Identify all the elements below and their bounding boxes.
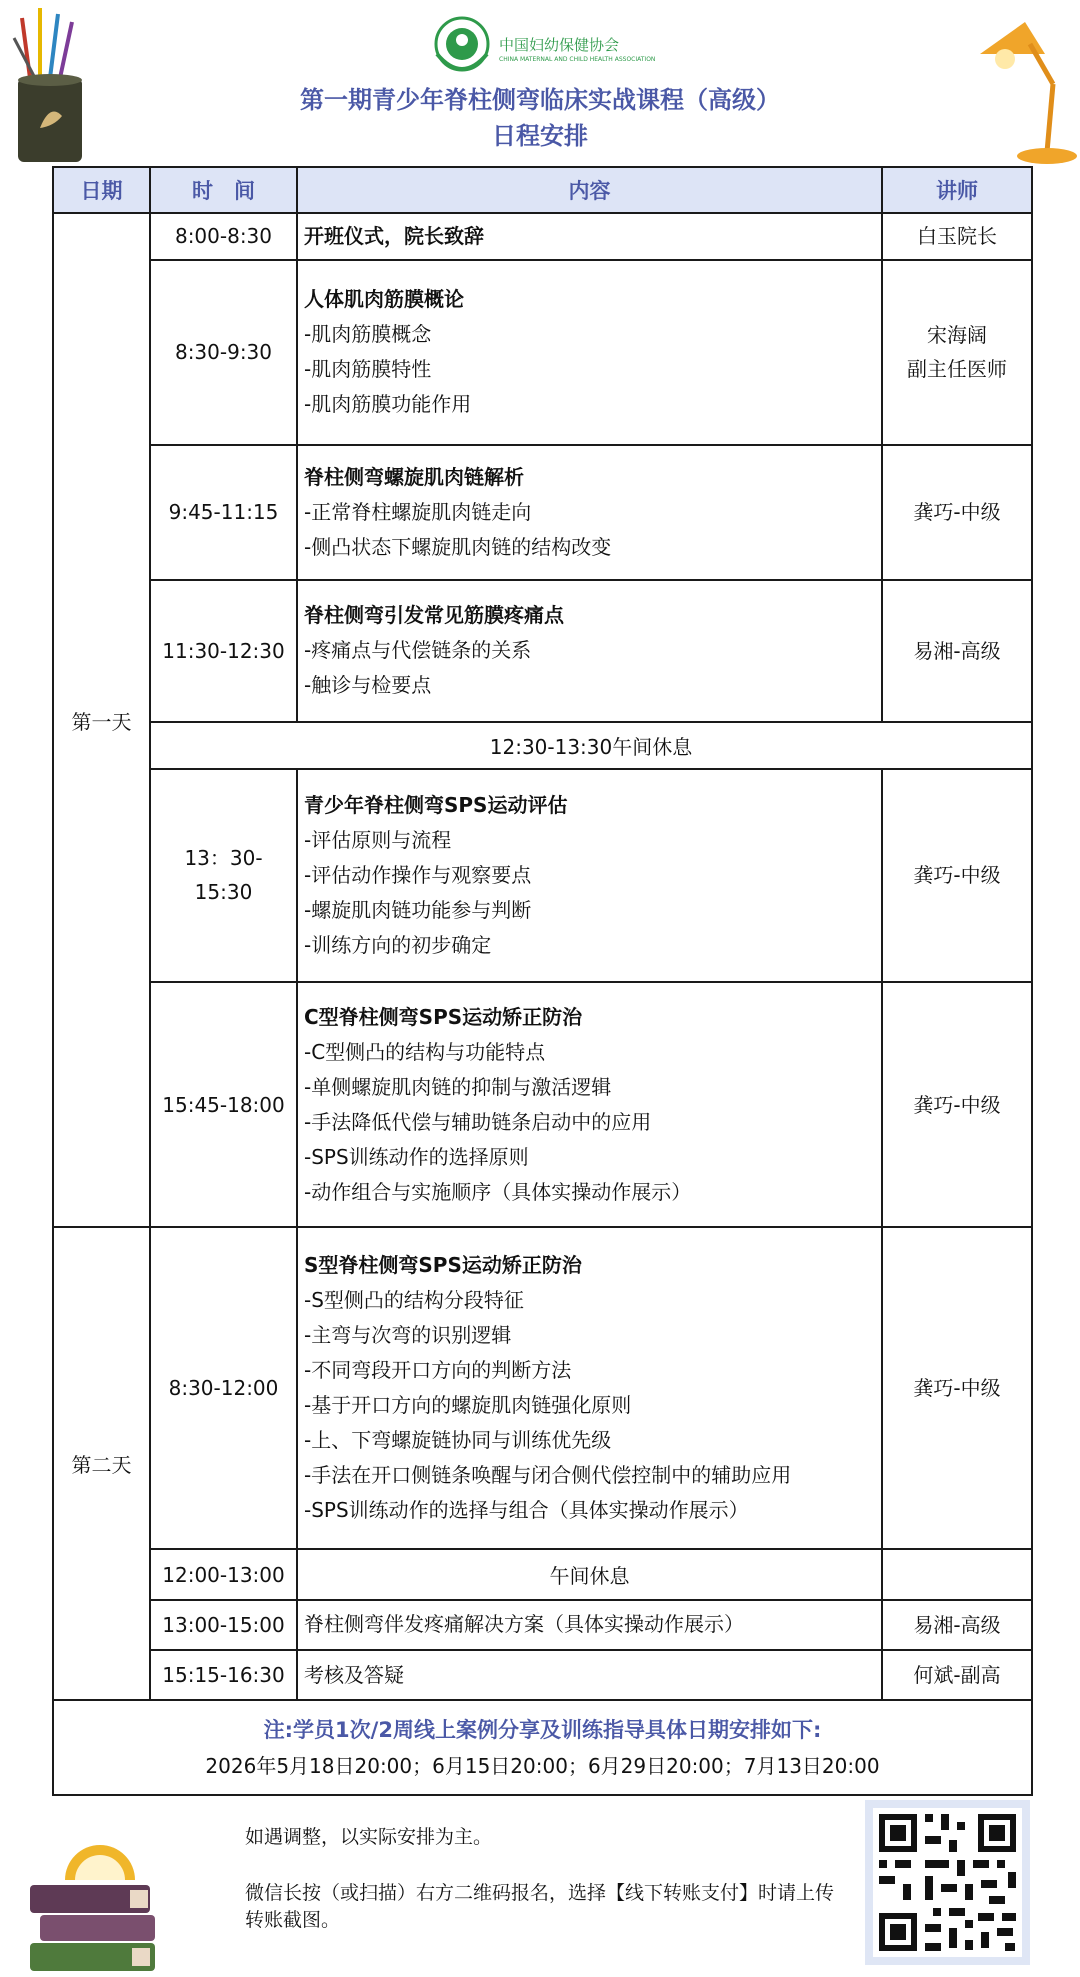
session-item: -上、下弯螺旋链协同与训练优先级 [304,1428,612,1453]
note-title: 注:学员1次/2周线上案例分享及训练指导具体日期安排如下: [263,1717,822,1742]
session-title: 人体肌肉筋膜概论 [304,287,464,312]
time-cell: 15:15-16:30 [150,1650,297,1700]
footer-instructions: 微信长按（或扫描）右方二维码报名，选择【线下转账支付】时请上传转账截图。 [245,1882,835,1931]
session-item: -疼痛点与代偿链条的关系 [304,638,532,663]
session-item: -单侧螺旋肌肉链的抑制与激活逻辑 [304,1074,612,1099]
content-cell [297,580,882,723]
time-cell [150,769,297,982]
content-cell [297,769,882,982]
time-cell: 15:45-18:00 [150,982,297,1228]
time-cell: 13:00-15:00 [150,1600,297,1650]
table-row [53,580,1032,723]
session-item: -肌肉筋膜特性 [304,357,432,382]
header-content: 内容 [297,167,882,213]
table-row [53,769,1032,982]
lecturer-cell [882,260,1032,445]
table-row [53,1549,1032,1599]
table-row [53,982,1032,1228]
day-label: 第二天 [53,1227,150,1700]
time-cell: 9:45-11:15 [150,445,297,580]
session-item: -主弯与次弯的识别逻辑 [304,1323,512,1348]
time-cell: 8:30-12:00 [150,1227,297,1549]
session-title: 开班仪式，院长致辞 [304,223,484,248]
header-day: 日期 [53,167,150,213]
lecturer-cell: 易湘-高级 [882,580,1032,723]
session-item: -评估原则与流程 [304,827,452,852]
content-cell [297,1227,882,1549]
session-item: -螺旋肌肉链功能参与判断 [304,897,532,922]
content-cell [297,982,882,1228]
session-title: C型脊柱侧弯SPS运动矫正防治 [304,1004,583,1029]
lecturer-name: 宋海阔 [927,323,987,348]
content-cell [297,260,882,445]
lecturer-cell: 龚巧-中级 [882,769,1032,982]
note-row [53,1700,1032,1795]
session-item: -不同弯段开口方向的判断方法 [304,1358,572,1383]
lecturer-cell [882,1549,1032,1599]
header-time: 时 间 [150,167,297,213]
session-title: 青少年脊柱侧弯SPS运动评估 [304,792,568,817]
books-icon [20,1830,165,1975]
content-cell: 考核及答疑 [297,1650,882,1700]
lecturer-cell: 何斌-副高 [882,1650,1032,1700]
session-item: -肌肉筋膜功能作用 [304,392,472,417]
session-item: -肌肉筋膜概念 [304,322,432,347]
session-title: 脊柱侧弯螺旋肌肉链解析 [304,464,524,489]
lecturer-cell: 白玉院长 [882,213,1032,259]
footer-note: 如遇调整，以实际安排为主。 [245,1826,493,1848]
association-logo-icon [427,14,497,78]
time-cell: 12:00-13:00 [150,1549,297,1599]
content-cell [297,445,882,580]
session-item: -基于开口方向的螺旋肌肉链强化原则 [304,1393,632,1418]
session-item: -手法降低代偿与辅助链条启动中的应用 [304,1109,652,1134]
table-row [53,213,1032,259]
table-row [53,1600,1032,1650]
lecturer-cell: 龚巧-中级 [882,445,1032,580]
session-title: S型脊柱侧弯SPS运动矫正防治 [304,1253,582,1278]
page-subtitle: 日程安排 [492,122,588,150]
session-item: -SPS训练动作的选择与组合（具体实操动作展示） [304,1498,749,1523]
content-cell: 脊柱侧弯伴发疼痛解决方案（具体实操动作展示） [297,1600,882,1650]
org-name-en: CHINA MATERNAL AND CHILD HEALTH ASSOCIATION [499,56,656,63]
table-row [53,1227,1032,1549]
session-item: -侧凸状态下螺旋肌肉链的结构改变 [304,534,612,559]
schedule-table [52,166,1033,1796]
table-row [53,722,1032,768]
note-dates: 2026年5月18日20:00；6月15日20:00；6月29日20:00；7月13日20:00 [205,1753,880,1778]
lecturer-title: 副主任医师 [907,357,1007,382]
session-item: -S型侧凸的结构分段特征 [304,1288,524,1313]
time-end: 15:30 [194,880,253,905]
note-cell [53,1700,1032,1795]
time-cell: 8:30-9:30 [150,260,297,445]
lecturer-cell: 易湘-高级 [882,1600,1032,1650]
content-cell: 午间休息 [297,1549,882,1599]
session-item: -评估动作操作与观察要点 [304,862,532,887]
time-start: 13：30- [184,846,263,871]
lecturer-cell: 龚巧-中级 [882,1227,1032,1549]
content-cell [297,213,882,259]
time-cell: 11:30-12:30 [150,580,297,723]
header-lecturer: 讲师 [882,167,1032,213]
table-header-row [53,167,1032,213]
session-item: -训练方向的初步确定 [304,932,492,957]
break-cell: 12:30-13:30午间休息 [150,722,1032,768]
table-row [53,260,1032,445]
session-item: -C型侧凸的结构与功能特点 [304,1039,546,1064]
table-row [53,1650,1032,1700]
session-item: -SPS训练动作的选择原则 [304,1144,529,1169]
session-title: 脊柱侧弯引发常见筋膜疼痛点 [304,603,564,628]
session-item: -触诊与检要点 [304,673,432,698]
time-cell: 8:00-8:30 [150,213,297,259]
qr-code-icon[interactable] [865,1800,1030,1965]
day-label: 第一天 [53,213,150,1227]
session-item: -正常脊柱螺旋肌肉链走向 [304,499,532,524]
session-item: -动作组合与实施顺序（具体实操动作展示） [304,1179,692,1204]
table-row [53,445,1032,580]
page-title: 第一期青少年脊柱侧弯临床实战课程（高级） [300,86,780,114]
org-name-cn: 中国妇幼保健协会 [499,36,620,54]
lecturer-cell: 龚巧-中级 [882,982,1032,1228]
session-item: -手法在开口侧链条唤醒与闭合侧代偿控制中的辅助应用 [304,1463,792,1488]
association-logo [427,14,657,78]
